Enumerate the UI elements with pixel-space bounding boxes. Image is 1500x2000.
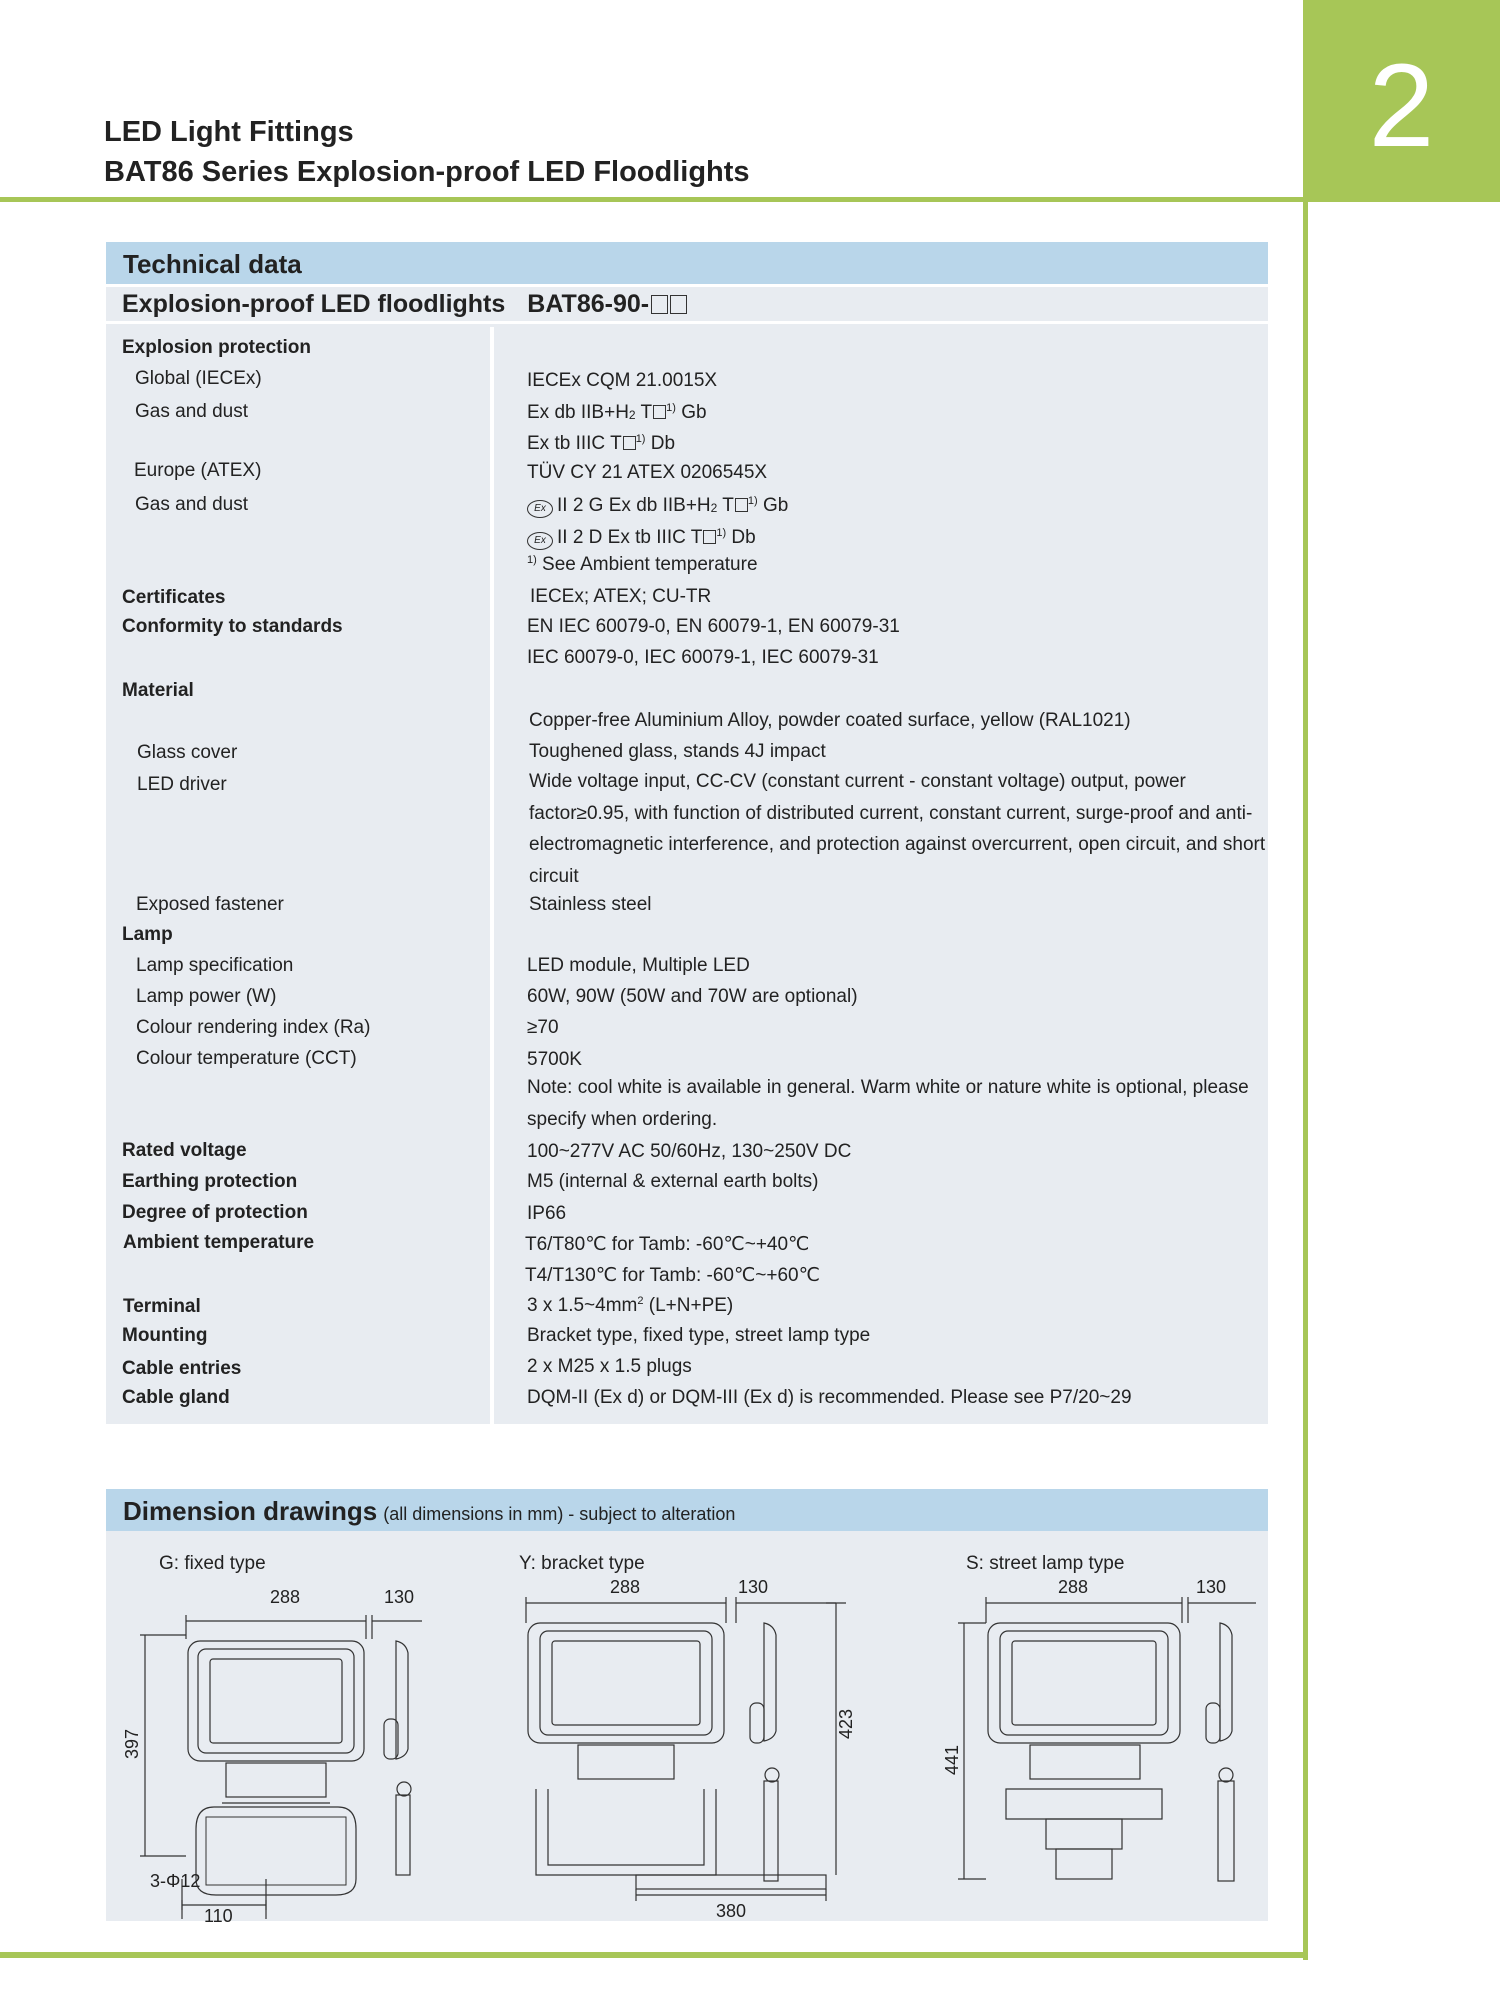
label-led-driver: LED driver [137,774,227,795]
label-cable-gland: Cable gland [122,1387,230,1408]
product-subheader [106,284,1268,324]
bracket-width-dim: 288 [610,1577,641,1597]
value-ambient-t4: T4/T130℃ for Tamb: -60℃~+60℃ [525,1265,820,1286]
margin-rule [1303,0,1308,1960]
value-terminal [527,1295,733,1317]
label-mounting: Mounting [122,1325,208,1346]
temp-class-box-icon [653,405,666,419]
product-code: BAT86-90- [527,290,650,318]
value-mounting: Bracket type, fixed type, street lamp type [527,1325,871,1346]
label-cable-entries: Cable entries [122,1358,242,1379]
footnote-ref: 1) [747,495,758,507]
footnote-mark: 1) [527,554,537,566]
value-atex-dust [527,527,756,550]
temp-class-box-icon [735,498,748,512]
fixed-hole-spacing-dim: 110 [204,1906,233,1926]
technical-data-section [106,242,1268,1424]
value-iecex-dust [527,433,675,455]
temp-class-box-icon [703,530,716,544]
label-lamp-power: Lamp power (W) [136,986,277,1007]
fixed-type-drawing [122,1579,426,1926]
terminal-text: 3 x 1.5~4mm [527,1295,638,1316]
fixed-holes-dim: 3-Φ12 [150,1871,201,1891]
label-cct: Colour temperature (CCT) [136,1048,357,1069]
bracket-type-drawing [506,1579,926,1919]
bracket-type-label: Y: bracket type [519,1553,645,1574]
product-code-wrap [527,285,687,323]
iecex-dust-epl: Db [645,433,676,454]
bracket-height-dim: 423 [836,1708,856,1739]
fixed-depth-dim: 130 [384,1587,415,1607]
dimension-title: Dimension drawings [123,1496,378,1526]
label-lamp: Lamp [122,924,173,945]
iecex-gas-text: Ex db IIB+H [527,402,629,423]
atex-gas-text: II 2 G Ex db IIB+H [557,495,711,516]
label-degree-protection: Degree of protection [122,1202,308,1223]
value-cct: 5700K [527,1049,582,1070]
value-atex-gas [527,495,788,518]
iecex-dust-text: Ex tb IIIC T [527,433,622,454]
bracket-base-dim: 380 [716,1901,747,1921]
label-lamp-spec: Lamp specification [136,955,294,976]
label-glass-cover: Glass cover [137,742,238,763]
terminal-sup: 2 [637,1295,644,1307]
ex-mark-icon: Ex [527,532,553,550]
iecex-gas-t: T [635,402,653,423]
value-iecex-cert: IECEx CQM 21.0015X [527,370,718,391]
header-line-2: BAT86 Series Explosion-proof LED Floodlights [104,156,750,188]
value-footnote [527,554,758,576]
value-atex-cert: TÜV CY 21 ATEX 0206545X [527,462,768,483]
column-divider [490,327,494,1424]
value-rated-voltage: 100~277V AC 50/60Hz, 130~250V DC [527,1141,852,1162]
page-number: 2 [1368,40,1435,172]
value-cable-entries: 2 x M25 x 1.5 plugs [527,1356,692,1377]
atex-dust-epl: Db [726,527,756,548]
value-earthing: M5 (internal & external earth bolts) [527,1171,819,1192]
temp-class-box-icon [623,436,636,450]
value-exposed-fastener: Stainless steel [529,894,652,915]
atex-dust-text: II 2 D Ex tb IIIC T [557,527,703,548]
bracket-depth-dim: 130 [738,1577,769,1597]
label-gas-dust-iecex: Gas and dust [135,401,249,422]
label-earthing: Earthing protection [122,1171,298,1192]
value-cri: ≥70 [527,1017,559,1038]
value-standards-iec: IEC 60079-0, IEC 60079-1, IEC 60079-31 [527,647,879,668]
atex-gas-epl: Gb [757,495,789,516]
product-name: Explosion-proof LED floodlights [122,290,506,318]
footer-rule [0,1952,1308,1958]
fixed-width-dim: 288 [270,1587,301,1607]
ex-mark-icon: Ex [527,500,553,518]
street-type-label: S: street lamp type [966,1553,1125,1574]
street-height-dim: 441 [942,1744,962,1775]
value-standards-en: EN IEC 60079-0, EN 60079-1, EN 60079-31 [527,616,900,637]
label-conformity: Conformity to standards [122,616,343,637]
footnote-text: See Ambient temperature [536,554,758,575]
label-rated-voltage: Rated voltage [122,1140,247,1161]
terminal-wires: (L+N+PE) [643,1295,734,1316]
label-material: Material [122,680,194,701]
atex-gas-t: T [717,495,734,516]
option-box-icon [670,295,687,314]
iecex-gas-epl: Gb [675,402,707,423]
page-number-tab [1303,0,1500,202]
label-gas-dust-atex: Gas and dust [135,494,249,515]
label-certificates: Certificates [122,587,226,608]
value-certificates: IECEx; ATEX; CU-TR [530,586,712,607]
value-glass-cover: Toughened glass, stands 4J impact [529,741,826,762]
page-header [104,112,750,192]
label-global: Global (IECEx) [135,368,262,389]
label-terminal: Terminal [123,1296,201,1317]
value-lamp-power: 60W, 90W (50W and 70W are optional) [527,986,858,1007]
atex-gas-sub: 2 [710,501,718,515]
value-lamp-spec: LED module, Multiple LED [527,955,750,976]
footnote-ref: 1) [666,402,676,414]
fixed-height-dim: 397 [122,1728,142,1759]
header-line-1: LED Light Fittings [104,116,354,148]
label-exposed-fastener: Exposed fastener [136,894,284,915]
street-type-drawing [926,1579,1256,1919]
iecex-gas-sub: 2 [628,408,636,422]
label-cri: Colour rendering index (Ra) [136,1017,371,1038]
value-ambient-t6: T6/T80℃ for Tamb: -60℃~+40℃ [525,1234,810,1255]
footnote-ref: 1) [716,527,727,539]
label-explosion-protection: Explosion protection [122,337,311,358]
label-europe: Europe (ATEX) [134,460,262,481]
header-rule [0,197,1308,202]
technical-data-title: Technical data [106,242,1268,284]
value-degree-protection: IP66 [527,1203,567,1224]
value-iecex-gas [527,402,707,424]
dimension-header [106,1489,1268,1531]
option-box-icon [651,295,668,314]
label-ambient: Ambient temperature [123,1232,315,1253]
dimension-subtitle: (all dimensions in mm) - subject to alteration [383,1504,736,1524]
value-material: Copper-free Aluminium Alloy, powder coated surface, yellow (RAL1021) [529,710,1131,731]
value-led-driver: Wide voltage input, CC-CV (constant current - constant voltage) output, power factor≥0.95, with function of distributed current, constant current, surge-proof and anti-electromagnetic interference, and protection against overcurrent, open circuit, and short circuit [529,771,1266,887]
street-depth-dim: 130 [1196,1577,1227,1597]
dimension-drawings-section [106,1489,1268,1926]
street-width-dim: 288 [1058,1577,1089,1597]
fixed-type-label: G: fixed type [159,1553,266,1574]
value-cable-gland: DQM-II (Ex d) or DQM-III (Ex d) is recommended. Please see P7/20~29 [527,1387,1132,1408]
footnote-ref: 1) [635,433,646,445]
value-cct-note: Note: cool white is available in general. Warm white or nature white is optional, please specify when ordering. [527,1077,1249,1130]
